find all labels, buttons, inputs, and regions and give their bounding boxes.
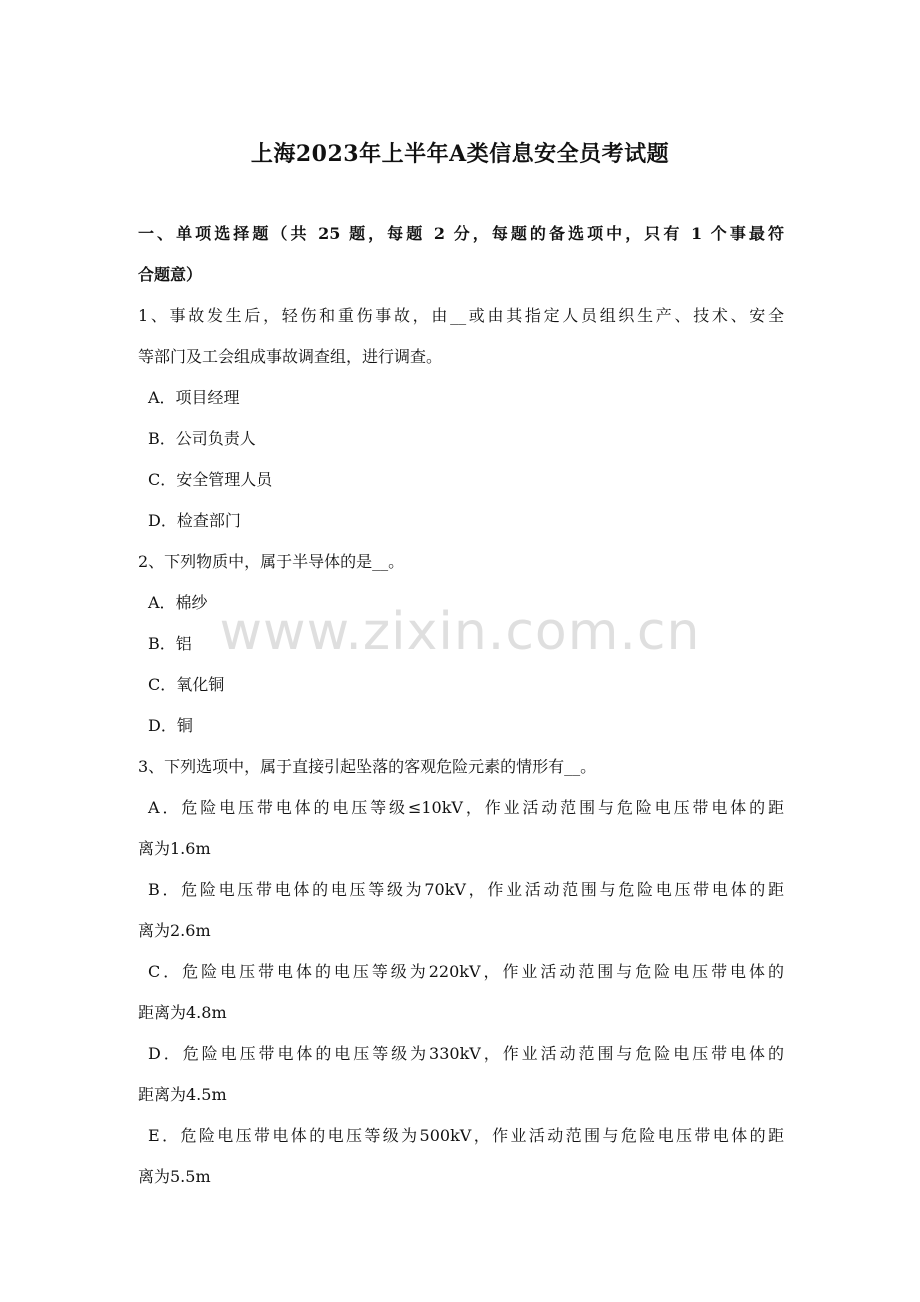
section-heading-line-2: 合题意） (138, 265, 203, 284)
question-1-option-b: B．公司负责人 (148, 429, 256, 448)
document-title: 上海2023年上半年A类信息安全员考试题 (250, 141, 670, 167)
question-3-option-c-line-2: 距离为4.8m (138, 1003, 227, 1022)
document-body (138, 213, 784, 1197)
question-3-option-b-line-2: 离为2.6m (138, 921, 211, 940)
question-2-stem: 2、下列物质中，属于半导体的是__。 (138, 552, 405, 571)
question-1-stem-line-2: 等部门及工会组成事故调查组，进行调查。 (138, 347, 443, 366)
question-1-option-c: C．安全管理人员 (148, 470, 273, 489)
watermark: www.zixin.com.cn (219, 602, 701, 662)
question-2-option-a: A．棉纱 (148, 593, 208, 612)
question-3-option-c-line-1: C．危险电压带电体的电压等级为220kV，作业活动范围与危险电压带电体的 (148, 962, 784, 981)
question-1-stem-line-1: 1、事故发生后，轻伤和重伤事故，由__或由其指定人员组织生产、技术、安全 (138, 306, 784, 325)
question-3-option-d-line-2: 距离为4.5m (138, 1085, 227, 1104)
question-3-option-b-line-1: B．危险电压带电体的电压等级为70kV，作业活动范围与危险电压带电体的距 (148, 880, 784, 899)
question-3-option-d-line-1: D．危险电压带电体的电压等级为330kV，作业活动范围与危险电压带电体的 (148, 1044, 784, 1063)
question-3-option-a-line-2: 离为1.6m (138, 839, 211, 858)
question-1-option-d: D．检查部门 (148, 511, 241, 530)
question-3-option-e-line-1: E．危险电压带电体的电压等级为500kV，作业活动范围与危险电压带电体的距 (148, 1126, 784, 1145)
question-3-option-e-line-2: 离为5.5m (138, 1167, 211, 1186)
question-2-option-c: C．氧化铜 (148, 675, 225, 694)
question-3-stem: 3、下列选项中，属于直接引起坠落的客观危险元素的情形有__。 (138, 757, 597, 776)
question-2-option-d: D．铜 (148, 716, 193, 735)
question-3-option-a-line-1: A．危险电压带电体的电压等级≤10kV，作业活动范围与危险电压带电体的距 (148, 798, 784, 817)
question-1-option-a: A．项目经理 (148, 388, 240, 407)
section-heading-line-1: 一、单项选择题（共 25 题，每题 2 分，每题的备选项中，只有 1 个事最符 (138, 224, 784, 243)
question-2-option-b: B．铝 (148, 634, 192, 653)
